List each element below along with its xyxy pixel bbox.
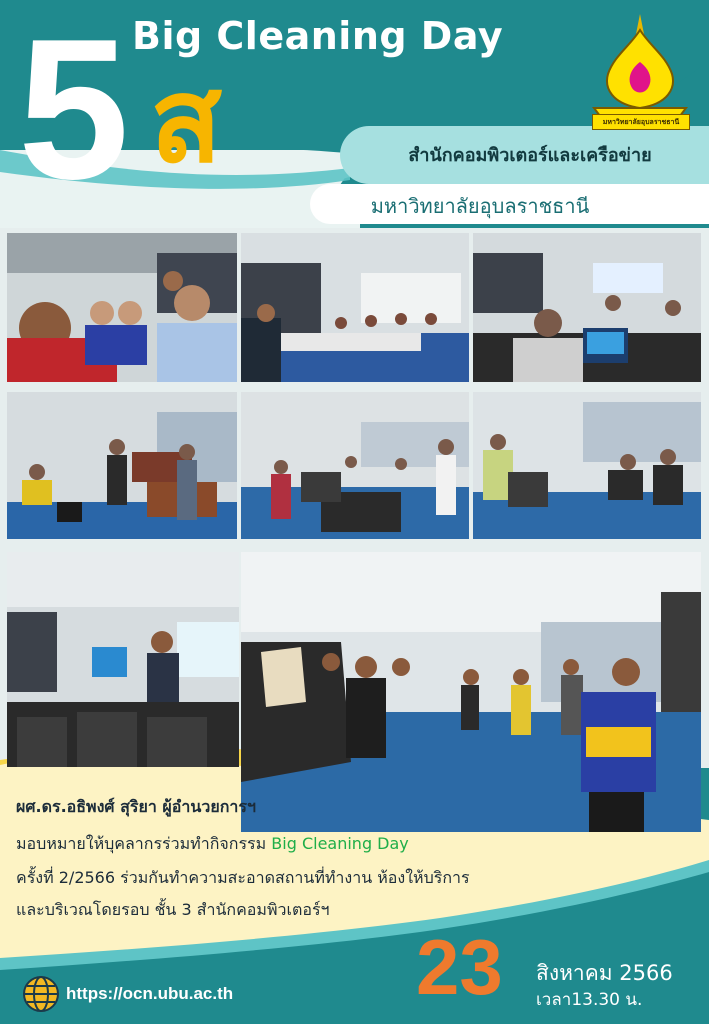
detail-line-2: และบริเวณโดยรอบ ชั้น 3 สำนักคอมพิวเตอร์ฯ [16, 900, 330, 919]
photo-cleaning-office [7, 392, 237, 539]
big-thai-letter: ส [150, 51, 223, 189]
photo-chair-cleaning [473, 392, 701, 539]
office-name: สำนักคอมพิวเตอร์และเครือข่าย [408, 145, 652, 166]
big-number-five: 5 [18, 0, 124, 221]
logo-caption: มหาวิทยาลัยอุบลราชธานี [592, 114, 690, 130]
globe-icon [22, 975, 60, 1013]
photo-director-speech [7, 552, 239, 767]
director-name: ผศ.ดร.อธิพงศ์ สุริยา ผู้อำนวยการฯ [16, 797, 256, 816]
event-day: 23 [416, 923, 503, 1011]
photo-moving-chairs [241, 392, 469, 539]
website-link[interactable]: https://ocn.ubu.ac.th [66, 984, 234, 1003]
photo-team-cleaning [241, 552, 701, 832]
university-name: มหาวิทยาลัยอุบลราชธานี [370, 194, 590, 218]
assignment-line [16, 832, 409, 857]
assignment-text: มอบหมายให้บุคลากรร่วมทำกิจกรรม [16, 834, 272, 853]
detail-line-1: ครั้งที่ 2/2566 ร่วมกันทำความสะอาดสถานที่ทำงาน ห้องให้บริการ [16, 868, 470, 887]
event-time: เวลา13.30 น. [536, 990, 643, 1010]
photo-computer-lab [473, 233, 701, 382]
event-name-highlight: Big Cleaning Day [271, 834, 409, 853]
page-title: Big Cleaning Day [132, 14, 504, 58]
photo-meeting-group [7, 233, 237, 382]
event-month-year: สิงหาคม 2566 [536, 961, 673, 985]
photo-meeting-room [241, 233, 469, 382]
